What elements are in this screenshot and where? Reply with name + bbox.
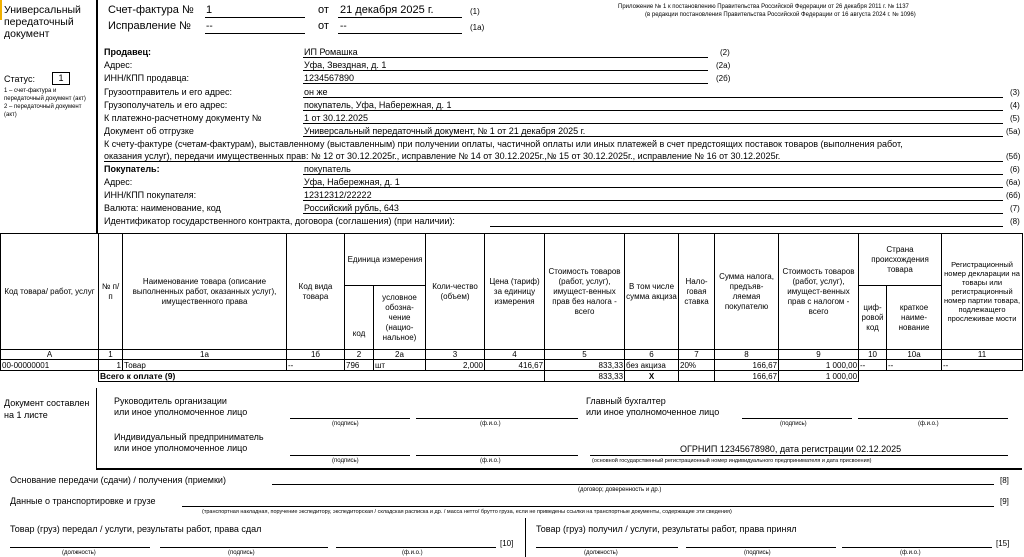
col-num: 11 <box>942 350 1023 360</box>
consignee-label: Грузополучатель и его адрес: <box>104 100 228 110</box>
head-fio-caption: (ф.и.о.) <box>480 421 501 427</box>
th-num: № п/п <box>99 234 123 350</box>
head-label-1: Руководитель организации <box>114 396 227 406</box>
ip-fio-caption: (ф.и.о.) <box>480 458 501 464</box>
ogrnip-line <box>590 455 1008 456</box>
code-2a: (2а) <box>716 61 731 70</box>
cell-total: 1 000,00 <box>779 360 859 371</box>
consignee-line <box>303 110 1003 111</box>
ip-fio-line <box>416 455 578 456</box>
invoice-label: Счет-фактура № <box>108 4 194 16</box>
ogrnip-value[interactable]: ОГРНИП 12345678980, дата регистрации 02.12.2025 <box>680 444 902 454</box>
contract-id-label: Идентификатор государственного контракта, договора (соглашения) (при наличии): <box>104 216 455 226</box>
buyer-line <box>303 174 1003 175</box>
left-divider <box>96 0 98 233</box>
head-sign-line <box>290 418 410 419</box>
shipping-doc-label: Документ об отгрузке <box>104 126 194 136</box>
buyer-value[interactable]: покупатель <box>304 164 351 174</box>
basis-caption: (договор; доверенность и др.) <box>578 487 662 493</box>
basis-code: [8] <box>1000 476 1009 485</box>
signature-divider <box>96 388 97 470</box>
th-country-name: краткое наиме-нование <box>887 286 942 350</box>
th-cost-no-tax: Стоимость товаров (работ, услуг), имущест-венных прав без налога - всего <box>545 234 625 350</box>
cell-tax: 166,67 <box>715 360 779 371</box>
th-kind: Код вида товара <box>287 234 345 350</box>
seller-inn-value[interactable]: 1234567890 <box>304 73 355 83</box>
basis-label: Основание передачи (сдачи) / получения (приемки) <box>10 475 226 485</box>
col-num: 6 <box>625 350 679 360</box>
currency-line <box>303 213 1003 214</box>
correction-number[interactable]: -- <box>206 21 213 32</box>
col-num: 4 <box>485 350 545 360</box>
table-row[interactable] <box>1 360 1023 371</box>
payment-doc-value[interactable]: 1 от 30.12.2025 <box>304 113 368 123</box>
chief-fio-line <box>858 418 1008 419</box>
document-type-title: Универсальный передаточный документ <box>4 4 81 40</box>
seller-address-label: Адрес: <box>104 60 133 70</box>
cell-unit-code: 796 <box>345 360 374 371</box>
code-5a: (5а) <box>1006 127 1021 136</box>
consignor-line <box>303 97 1003 98</box>
th-unit: Единица измерения <box>345 234 426 286</box>
ip-label-2: или иное уполномоченное лицо <box>114 443 248 453</box>
th-tax: Сумма налога, предъяв-ляемая покупателю <box>715 234 779 350</box>
col-num: 1а <box>123 350 287 360</box>
th-country-code: циф-ровой код <box>859 286 887 350</box>
total-sum: 1 000,00 <box>779 371 859 382</box>
total-row <box>1 371 1023 382</box>
th-unit-name: условное обозна-чение (нацио-нальное) <box>374 286 426 350</box>
cell-country-name: -- <box>887 360 942 371</box>
chief-sign-caption: (подпись) <box>780 421 807 427</box>
col-num: 10 <box>859 350 887 360</box>
sent-position-caption: (должность) <box>62 550 96 556</box>
total-cost: 833,33 <box>545 371 625 382</box>
seller-line <box>303 57 708 58</box>
code-1: (1) <box>470 7 480 16</box>
th-name: Наименование товара (описание выполненных работ, оказанных услуг), имущественного права <box>123 234 287 350</box>
advance-text-2[interactable]: оказания услуг), передачи имущественных прав: № 12 от 30.12.2025г., исправление № 14 от 30.12.2025г.,№ 15 от 30.12.2025г., исправление № 16 от 30.12.2025г. <box>104 151 781 161</box>
invoice-number[interactable]: 1 <box>206 4 213 16</box>
th-country: Страна происхождения товара <box>859 234 942 286</box>
consignor-label: Грузоотправитель и его адрес: <box>104 87 232 97</box>
cell-unit-name: шт <box>374 360 426 371</box>
cursor-marker <box>0 0 3 20</box>
sent-sign-line <box>160 547 328 548</box>
sheets-note: Документ составлен на 1 листе <box>4 398 90 420</box>
head-fio-line <box>416 418 578 419</box>
shipping-doc-value[interactable]: Универсальный передаточный документ, № 1 от 21 декабря 2025 г. <box>304 126 586 136</box>
cell-excise: без акциза <box>625 360 679 371</box>
consignee-value[interactable]: покупатель, Уфа, Набережная, д. 1 <box>304 100 452 110</box>
total-label: Всего к оплате (9) <box>99 371 545 382</box>
cell-num: 1 <box>99 360 123 371</box>
basis-line <box>272 484 994 485</box>
status-note: 1 – счет-фактура и передаточный документ (акт) 2 – передаточный документ (акт) <box>4 88 86 118</box>
invoice-date[interactable]: 21 декабря 2025 г. <box>340 4 434 16</box>
advance-text-1: К счету-фактуре (счетам-фактурам), выставленному (выставленным) при получении оплаты, частичной оплаты или иных платежей в счет предстоящих поставок товаров (выполнения работ, <box>104 139 903 149</box>
th-qty: Коли-чество (объем) <box>426 234 485 350</box>
status-value[interactable]: 1 <box>52 72 70 85</box>
currency-value[interactable]: Российский рубль, 643 <box>304 203 399 213</box>
received-sign-caption: (подпись) <box>744 550 771 556</box>
correction-label: Исправление № <box>108 20 191 32</box>
head-sign-caption: (подпись) <box>332 421 359 427</box>
transport-label: Данные о транспортировке и грузе <box>10 496 156 506</box>
buyer-address-line <box>303 187 1003 188</box>
code-4: (4) <box>1010 101 1020 110</box>
chief-accountant-label-1: Главный бухгалтер <box>586 396 666 406</box>
th-excise: В том числе сумма акциза <box>625 234 679 350</box>
code-6b: (6б) <box>1006 191 1021 200</box>
received-label: Товар (груз) получил / услуги, результаты работ, права принял <box>536 524 797 534</box>
seller-label: Продавец: <box>104 47 152 57</box>
col-num: А <box>1 350 99 360</box>
th-code: Код товара/ работ, услуг <box>1 234 99 350</box>
status-label: Статус: <box>4 74 35 84</box>
seller-address-value[interactable]: Уфа, Звездная, д. 1 <box>304 60 387 70</box>
code-5b: (5б) <box>1006 152 1021 161</box>
sent-sign-caption: (подпись) <box>228 550 255 556</box>
col-num: 7 <box>679 350 715 360</box>
buyer-inn-value[interactable]: 12312312/22222 <box>304 190 372 200</box>
col-num: 1б <box>287 350 345 360</box>
correction-date[interactable]: -- <box>340 21 347 32</box>
received-fio-caption: (ф.и.о.) <box>900 550 921 556</box>
transfer-divider <box>525 518 526 557</box>
code-5: (5) <box>1010 114 1020 123</box>
chief-accountant-label-2: или иное уполномоченное лицо <box>586 407 720 417</box>
cell-qty: 2,000 <box>426 360 485 371</box>
correction-from: от <box>318 20 329 32</box>
sent-position-line <box>10 547 150 548</box>
ip-label-1: Индивидуальный предприниматель <box>114 432 264 442</box>
transport-line <box>182 506 994 507</box>
cell-rate: 20% <box>679 360 715 371</box>
transport-caption: (транспортная накладная, поручение экспедитору, экспедиторская / складская расписка и др. / масса нетто/ брутто груза, если не приведены ссылки на транспортные документы, содержащие эти сведения) <box>202 509 732 515</box>
buyer-label: Покупатель: <box>104 164 160 174</box>
chief-fio-caption: (ф.и.о.) <box>918 421 939 427</box>
col-num: 1 <box>99 350 123 360</box>
seller-inn-label: ИНН/КПП продавца: <box>104 73 190 83</box>
col-num: 8 <box>715 350 779 360</box>
received-position-line <box>536 547 678 548</box>
total-excise-x: X <box>625 371 679 382</box>
th-registration: Регистрационный номер декларации на товары или регистрационный номер партии товара, подлежащего прослеживае мости <box>942 234 1023 350</box>
sent-fio-caption: (ф.и.о.) <box>402 550 423 556</box>
col-num: 9 <box>779 350 859 360</box>
received-position-caption: (должность) <box>584 550 618 556</box>
annex-line-2: (в редакции постановления Правительства Российской Федерации от 16 августа 2024 г. № 1096) <box>645 12 916 18</box>
code-3: (3) <box>1010 88 1020 97</box>
cell-code: 00-00000001 <box>1 360 99 371</box>
ip-sign-caption: (подпись) <box>332 458 359 464</box>
goods-table <box>0 233 1023 382</box>
th-rate: Нало-говая ставка <box>679 234 715 350</box>
invoice-number-line <box>205 17 305 18</box>
code-8: (8) <box>1010 217 1020 226</box>
transport-code: [9] <box>1000 497 1009 506</box>
th-price: Цена (тариф) за единицу измерения <box>485 234 545 350</box>
code-6a: (6а) <box>1006 178 1021 187</box>
received-code: [15] <box>996 539 1010 548</box>
column-numbers-row <box>1 350 1023 360</box>
th-unit-code: код <box>345 286 374 350</box>
cell-cost: 833,33 <box>545 360 625 371</box>
cell-price: 416,67 <box>485 360 545 371</box>
col-num: 3 <box>426 350 485 360</box>
ogrnip-caption: (основной государственный регистрационный номер индивидуального предпринимателя и дата присвоения) <box>592 458 872 464</box>
code-2: (2) <box>720 48 730 57</box>
col-num: 2а <box>374 350 426 360</box>
col-num: 2 <box>345 350 374 360</box>
received-sign-line <box>686 547 836 548</box>
ip-sign-line <box>290 455 410 456</box>
cell-kind: -- <box>287 360 345 371</box>
code-6: (6) <box>1010 165 1020 174</box>
col-num: 5 <box>545 350 625 360</box>
buyer-inn-label: ИНН/КПП покупателя: <box>104 190 197 200</box>
consignor-value[interactable]: он же <box>304 87 328 97</box>
buyer-address-value[interactable]: Уфа, Набережная, д. 1 <box>304 177 400 187</box>
code-2b: (2б) <box>716 74 731 83</box>
received-fio-line <box>842 547 992 548</box>
contract-id-line <box>490 226 1003 227</box>
seller-value[interactable]: ИП Ромашка <box>304 47 358 57</box>
col-num: 10а <box>887 350 942 360</box>
code-7: (7) <box>1010 204 1020 213</box>
invoice-date-line <box>338 17 462 18</box>
annex-line-1: Приложение № 1 к постановлению Правительства Российской Федерации от 26 декабря 2011 г. № 1137 <box>618 4 909 10</box>
code-1a: (1а) <box>470 23 485 32</box>
payment-doc-line <box>303 123 1003 124</box>
invoice-from: от <box>318 4 329 16</box>
correction-date-line <box>338 33 462 34</box>
buyer-address-label: Адрес: <box>104 177 133 187</box>
sent-fio-line <box>336 547 496 548</box>
payment-doc-label: К платежно-расчетному документу № <box>104 113 262 123</box>
advance-line <box>104 161 1003 162</box>
cell-name: Товар <box>123 360 287 371</box>
cell-country-code: -- <box>859 360 887 371</box>
total-tax: 166,67 <box>715 371 779 382</box>
sent-label: Товар (груз) передал / услуги, результаты работ, права сдал <box>10 524 262 534</box>
shipping-doc-line <box>303 136 1003 137</box>
seller-address-line <box>303 70 708 71</box>
th-cost-with-tax: Стоимость товаров (работ, услуг), имущест-венных прав с налогом - всего <box>779 234 859 350</box>
sent-code: [10] <box>500 539 514 548</box>
buyer-inn-line <box>303 200 1003 201</box>
seller-inn-line <box>303 83 708 84</box>
currency-label: Валюта: наименование, код <box>104 203 221 213</box>
signature-bottom-rule <box>96 468 1022 470</box>
head-label-2: или иное уполномоченное лицо <box>114 407 248 417</box>
chief-sign-line <box>742 418 852 419</box>
cell-registration: -- <box>942 360 1023 371</box>
correction-number-line <box>205 33 305 34</box>
